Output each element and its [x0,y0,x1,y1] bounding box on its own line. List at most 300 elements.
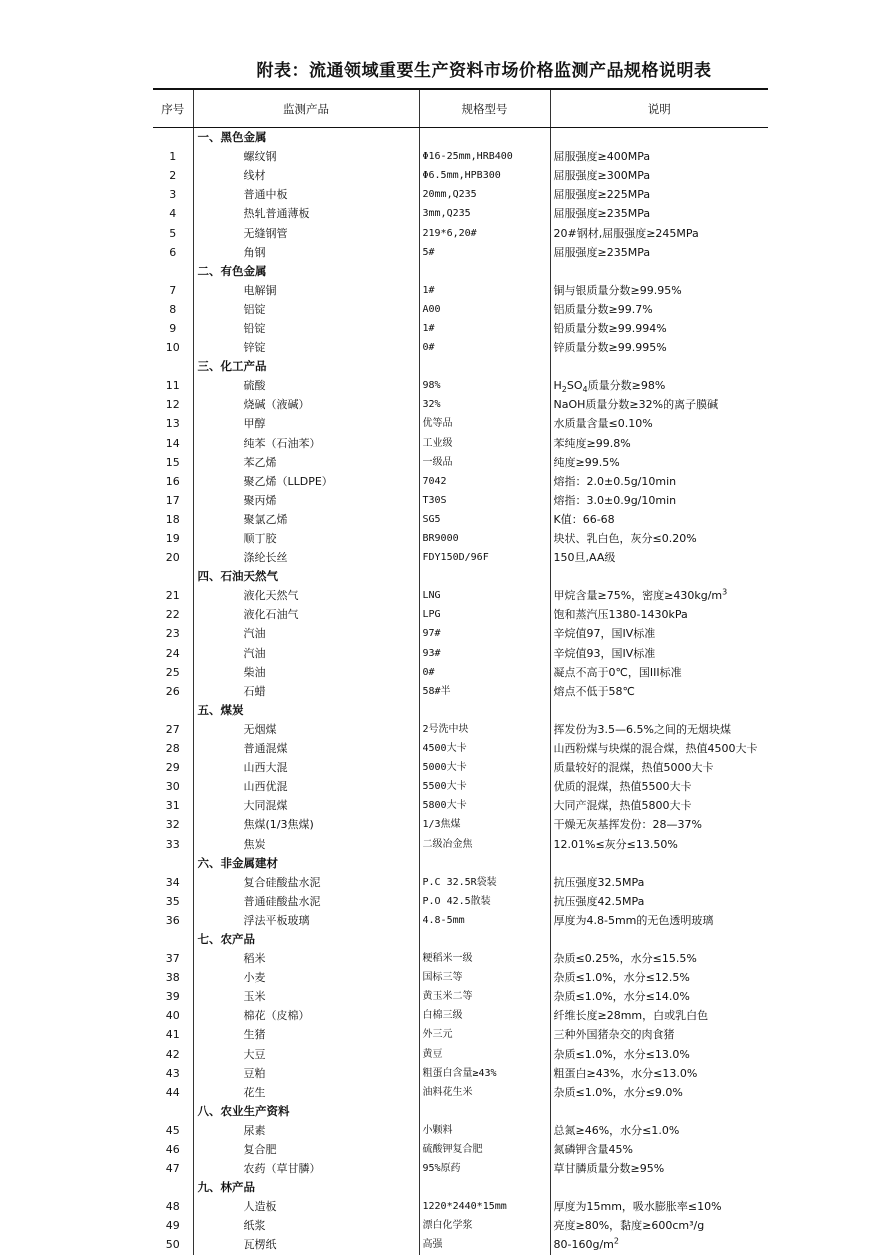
row-number: 23 [165,627,180,641]
category-row [153,567,768,586]
spec-cell: 20mm,Q235 [419,185,550,204]
product-name: 农药（草甘膦） [193,1159,419,1178]
description-cell: 总氮≥46%，水分≤1.0% [550,1121,768,1140]
description-cell: 亮度≥80%，黏度≥600cm³/g [550,1216,768,1235]
spec-cell: 1# [419,319,550,338]
description-cell: 饱和蒸汽压1380-1430kPa [550,605,768,624]
table-row [153,376,768,395]
description-cell: 12.01%≤灰分≤13.50% [550,834,768,853]
category-name: 七、农产品 [193,930,419,949]
description-cell: 辛烷值93，国IV标准 [550,644,768,663]
spec-cell: 白棉三级 [419,1006,550,1025]
description-cell [550,567,768,586]
spec-cell: 4.8-5mm [419,911,550,930]
table-row [153,644,768,663]
description-cell: 甲烷含量≥75%，密度$\ge 430kg/m^3$ [550,586,768,605]
table-row [153,1045,768,1064]
table-row [153,777,768,796]
row-number: 34 [165,875,180,889]
table-row [153,281,768,300]
row-number: 8 [169,302,177,316]
product-name: 复合硅酸盐水泥 [193,873,419,892]
table-row [153,1159,768,1178]
product-name: 电解铜 [193,281,419,300]
spec-cell: 黄豆 [419,1045,550,1064]
row-number: 13 [165,417,180,431]
description-cell: NaOH质量分数≥32%的离子膜碱 [550,395,768,414]
row-number: 45 [165,1123,180,1137]
spec-cell: BR9000 [419,529,550,548]
category-name: 三、化工产品 [193,357,419,376]
header-spec: 规格型号 [419,89,550,128]
spec-cell: P.O 42.5散装 [419,892,550,911]
spec-cell [419,854,550,873]
description-cell: 熔点不低于58℃ [550,682,768,701]
spec-cell: 油料花生米 [419,1083,550,1102]
spec-cell: 5000大卡 [419,758,550,777]
row-number [153,930,193,949]
category-name: 一、黑色金属 [193,128,419,148]
description-cell [550,1178,768,1197]
spec-cell: 97# [419,624,550,643]
description-cell: 干燥无灰基挥发份：28—37% [550,815,768,834]
category-row [153,930,768,949]
table-row [153,300,768,319]
row-number: 39 [165,990,180,1004]
spec-cell: 1/3焦煤 [419,815,550,834]
row-number: 22 [165,608,180,622]
row-number: 16 [165,474,180,488]
row-number: 3 [169,188,177,202]
row-number: 11 [165,379,180,393]
table-row [153,815,768,834]
product-name: 小麦 [193,968,419,987]
product-name: 大豆 [193,1045,419,1064]
row-number: 36 [165,913,180,927]
row-number: 6 [169,245,177,259]
product-name: 硫酸 [193,376,419,395]
spec-cell: 5# [419,243,550,262]
table-row [153,147,768,166]
description-cell: 杂质≤0.25%，水分≤15.5% [550,949,768,968]
row-number [153,567,193,586]
description-cell: 厚度为4.8-5mm的无色透明玻璃 [550,911,768,930]
description-cell: 杂质≤1.0%，水分≤14.0% [550,987,768,1006]
spec-cell [419,262,550,281]
spec-cell: 2号洗中块 [419,720,550,739]
table-row [153,1140,768,1159]
spec-cell: A00 [419,300,550,319]
spec-cell: Φ16-25mm,HRB400 [419,147,550,166]
row-number [153,1102,193,1121]
description-cell: $80-160g/m^2$ [550,1235,768,1254]
row-number: 27 [165,722,180,736]
product-name: 烧碱（液碱） [193,395,419,414]
description-cell [550,357,768,376]
description-cell: 铝质量分数≥99.7% [550,300,768,319]
product-name: 焦煤(1/3焦煤) [193,815,419,834]
description-cell: 块状、乳白色，灰分≤0.20% [550,529,768,548]
category-row [153,357,768,376]
product-name: 无烟煤 [193,720,419,739]
product-name: 线材 [193,166,419,185]
description-cell: 辛烷值97，国IV标准 [550,624,768,643]
description-cell: 铜与银质量分数≥99.95% [550,281,768,300]
description-cell: 草甘膦质量分数≥95% [550,1159,768,1178]
row-number: 46 [165,1143,180,1157]
table-row [153,414,768,433]
spec-cell: 小颗料 [419,1121,550,1140]
row-number: 44 [165,1085,180,1099]
table-row [153,758,768,777]
product-name: 纸浆 [193,1216,419,1235]
row-number: 9 [169,321,177,335]
spec-cell: 一级品 [419,453,550,472]
description-cell [550,262,768,281]
product-name: 玉米 [193,987,419,1006]
row-number: 42 [165,1047,180,1061]
description-cell: 优质的混煤，热值5500大卡 [550,777,768,796]
description-cell: 屈服强度≥225MPa [550,185,768,204]
category-name: 四、石油天然气 [193,567,419,586]
spec-cell: 3mm,Q235 [419,204,550,223]
row-number: 10 [165,341,180,355]
description-cell [550,854,768,873]
row-number [153,128,193,148]
spec-cell: 优等品 [419,414,550,433]
spec-cell: 漂白化学浆 [419,1216,550,1235]
row-number: 47 [165,1162,180,1176]
product-name: 液化石油气 [193,605,419,624]
product-name: 棉花（皮棉） [193,1006,419,1025]
product-name: 人造板 [193,1197,419,1216]
row-number: 1 [169,150,177,164]
spec-cell: 32% [419,395,550,414]
row-number [153,701,193,720]
product-name: 涤纶长丝 [193,548,419,567]
row-number: 37 [165,952,180,966]
row-number: 5 [169,226,177,240]
table-row [153,1006,768,1025]
product-name: 液化天然气 [193,586,419,605]
spec-cell: 黄玉米二等 [419,987,550,1006]
product-name: 柴油 [193,663,419,682]
product-name: 纯苯（石油苯） [193,434,419,453]
category-row [153,1102,768,1121]
row-number: 33 [165,837,180,851]
product-name: 焦炭 [193,834,419,853]
row-number: 19 [165,532,180,546]
table-row [153,510,768,529]
product-name: 普通中板 [193,185,419,204]
table-row [153,892,768,911]
spec-cell: 98% [419,376,550,395]
spec-cell [419,128,550,148]
spec-cell: 粗蛋白含量≥43% [419,1064,550,1083]
product-name: 复合肥 [193,1140,419,1159]
description-cell: 屈服强度≥400MPa [550,147,768,166]
table-row [153,548,768,567]
spec-cell [419,567,550,586]
description-cell: 150旦,AA级 [550,548,768,567]
table-row [153,911,768,930]
spec-cell: T30S [419,491,550,510]
spec-cell: LNG [419,586,550,605]
row-number: 32 [165,818,180,832]
table-row [153,204,768,223]
spec-cell: FDY150D/96F [419,548,550,567]
spec-cell: LPG [419,605,550,624]
table-row [153,1083,768,1102]
row-number: 7 [169,283,177,297]
header-no: 序号 [153,89,193,128]
description-cell: 水质量含量≤0.10% [550,414,768,433]
row-number: 41 [165,1028,180,1042]
row-number: 21 [165,589,180,603]
row-number [153,854,193,873]
product-name: 螺纹钢 [193,147,419,166]
spec-cell: SG5 [419,510,550,529]
product-name: 顺丁胶 [193,529,419,548]
table-row [153,1064,768,1083]
spec-cell: 95%原药 [419,1159,550,1178]
table-row [153,1121,768,1140]
row-number: 18 [165,512,180,526]
row-number: 26 [165,684,180,698]
table-row [153,586,768,605]
category-name: 六、非金属建材 [193,854,419,873]
product-name: 汽油 [193,644,419,663]
table-row [153,834,768,853]
category-row [153,262,768,281]
spec-cell [419,357,550,376]
product-name: 普通硅酸盐水泥 [193,892,419,911]
row-number: 40 [165,1009,180,1023]
spec-cell: Φ6.5mm,HPB300 [419,166,550,185]
product-name: 尿素 [193,1121,419,1140]
description-cell [550,930,768,949]
spec-cell: 0# [419,338,550,357]
product-name: 锌锭 [193,338,419,357]
row-number: 4 [169,207,177,221]
spec-cell: 5500大卡 [419,777,550,796]
table-row [153,682,768,701]
category-row [153,1178,768,1197]
spec-cell: 硫酸钾复合肥 [419,1140,550,1159]
product-name: 角钢 [193,243,419,262]
spec-cell: 二级冶金焦 [419,834,550,853]
table-row [153,491,768,510]
row-number: 12 [165,398,180,412]
table-row [153,720,768,739]
category-name: 九、林产品 [193,1178,419,1197]
product-name: 无缝钢管 [193,223,419,242]
table-row [153,395,768,414]
product-name: 甲醇 [193,414,419,433]
description-cell: 氮磷钾含量45% [550,1140,768,1159]
spec-cell: 国标三等 [419,968,550,987]
row-number: 38 [165,971,180,985]
table-row [153,968,768,987]
description-cell: 杂质≤1.0%，水分≤9.0% [550,1083,768,1102]
description-cell [550,128,768,148]
product-name: 苯乙烯 [193,453,419,472]
spec-cell: 1220*2440*15mm [419,1197,550,1216]
table-row [153,605,768,624]
table-row [153,796,768,815]
row-number: 43 [165,1066,180,1080]
description-cell [550,1102,768,1121]
description-cell: 苯纯度≥99.8% [550,434,768,453]
spec-cell: 4500大卡 [419,739,550,758]
row-number: 25 [165,665,180,679]
table-row [153,1235,768,1254]
description-cell: 厚度为15mm，吸水膨胀率≤10% [550,1197,768,1216]
row-number: 31 [165,799,180,813]
spec-cell: 高强 [419,1235,550,1254]
category-name: 二、有色金属 [193,262,419,281]
header-description: 说明 [550,89,768,128]
product-name: 浮法平板玻璃 [193,911,419,930]
product-name: 热轧普通薄板 [193,204,419,223]
spec-cell: P.C 32.5R袋装 [419,873,550,892]
description-cell: 质量较好的混煤，热值5000大卡 [550,758,768,777]
table-row [153,663,768,682]
product-name: 普通混煤 [193,739,419,758]
product-name: 聚氯乙烯 [193,510,419,529]
description-cell: $H_2SO_4$质量分数≥98% [550,376,768,395]
product-name: 山西优混 [193,777,419,796]
spec-cell: 5800大卡 [419,796,550,815]
table-row [153,166,768,185]
row-number: 24 [165,646,180,660]
table-row [153,987,768,1006]
description-cell: K值：66-68 [550,510,768,529]
table-row [153,472,768,491]
row-number: 48 [165,1200,180,1214]
product-name: 豆粕 [193,1064,419,1083]
description-cell: 杂质≤1.0%，水分≤12.5% [550,968,768,987]
table-row [153,338,768,357]
product-name: 汽油 [193,624,419,643]
category-name: 八、农业生产资料 [193,1102,419,1121]
table-row [153,1025,768,1044]
description-cell: 铅质量分数≥99.994% [550,319,768,338]
table-row [153,223,768,242]
category-row [153,128,768,148]
product-name: 大同混煤 [193,796,419,815]
description-cell: 纯度≥99.5% [550,453,768,472]
table-body [153,128,768,1255]
row-number: 49 [165,1219,180,1233]
row-number: 29 [165,761,180,775]
description-cell: 屈服强度≥235MPa [550,243,768,262]
row-number: 20 [165,551,180,565]
category-row [153,854,768,873]
table-row [153,319,768,338]
product-name: 花生 [193,1083,419,1102]
description-cell: 抗压强度32.5MPa [550,873,768,892]
table-header-row [153,89,768,128]
spec-cell [419,701,550,720]
description-cell: 粗蛋白≥43%，水分≤13.0% [550,1064,768,1083]
description-cell: 三种外国猪杂交的肉食猪 [550,1025,768,1044]
table-row [153,624,768,643]
spec-cell: 93# [419,644,550,663]
product-name: 瓦楞纸 [193,1235,419,1254]
row-number: 2 [169,169,177,183]
description-cell: 锌质量分数≥99.995% [550,338,768,357]
description-cell: 大同产混煤，热值5800大卡 [550,796,768,815]
row-number: 50 [165,1238,180,1252]
product-name: 山西大混 [193,758,419,777]
row-number: 30 [165,780,180,794]
row-number: 14 [165,436,180,450]
row-number: 28 [165,742,180,756]
description-cell: 纤维长度≥28mm，白或乳白色 [550,1006,768,1025]
table-row [153,949,768,968]
category-name: 五、煤炭 [193,701,419,720]
spec-table [153,88,768,1255]
table-row [153,185,768,204]
header-product: 监测产品 [193,89,419,128]
row-number [153,1178,193,1197]
spec-cell: 1# [419,281,550,300]
row-number [153,262,193,281]
spec-cell: 7042 [419,472,550,491]
category-row [153,701,768,720]
table-row [153,243,768,262]
row-number: 35 [165,894,180,908]
spec-cell: 58#半 [419,682,550,701]
description-cell: 杂质≤1.0%，水分≤13.0% [550,1045,768,1064]
row-number: 15 [165,455,180,469]
spec-cell [419,1102,550,1121]
spec-cell: 外三元 [419,1025,550,1044]
product-name: 铝锭 [193,300,419,319]
description-cell: 抗压强度42.5MPa [550,892,768,911]
product-name: 稻米 [193,949,419,968]
table-row [153,739,768,758]
product-name: 石蜡 [193,682,419,701]
description-cell: 熔指：2.0±0.5g/10min [550,472,768,491]
table-row [153,873,768,892]
spec-cell: 219*6,20# [419,223,550,242]
product-name: 生猪 [193,1025,419,1044]
table-row [153,1197,768,1216]
table-row [153,529,768,548]
description-cell: 熔指：3.0±0.9g/10min [550,491,768,510]
spec-cell: 0# [419,663,550,682]
description-cell: 山西粉煤与块煤的混合煤，热值4500大卡 [550,739,768,758]
description-cell: 挥发份为3.5—6.5%之间的无烟块煤 [550,720,768,739]
product-name: 聚乙烯（LLDPE） [193,472,419,491]
table-row [153,453,768,472]
description-cell: 凝点不高于0℃，国III标准 [550,663,768,682]
row-number: 17 [165,493,180,507]
table-row [153,434,768,453]
table-row [153,1216,768,1235]
page-title: 附表：流通领域重要生产资料市场价格监测产品规格说明表 [256,61,712,81]
description-cell: 屈服强度≥235MPa [550,204,768,223]
spec-cell: 粳稻米一级 [419,949,550,968]
spec-cell: 工业级 [419,434,550,453]
description-cell: 20#钢材,屈服强度≥245MPa [550,223,768,242]
product-name: 铅锭 [193,319,419,338]
description-cell: 屈服强度≥300MPa [550,166,768,185]
spec-cell [419,930,550,949]
row-number [153,357,193,376]
